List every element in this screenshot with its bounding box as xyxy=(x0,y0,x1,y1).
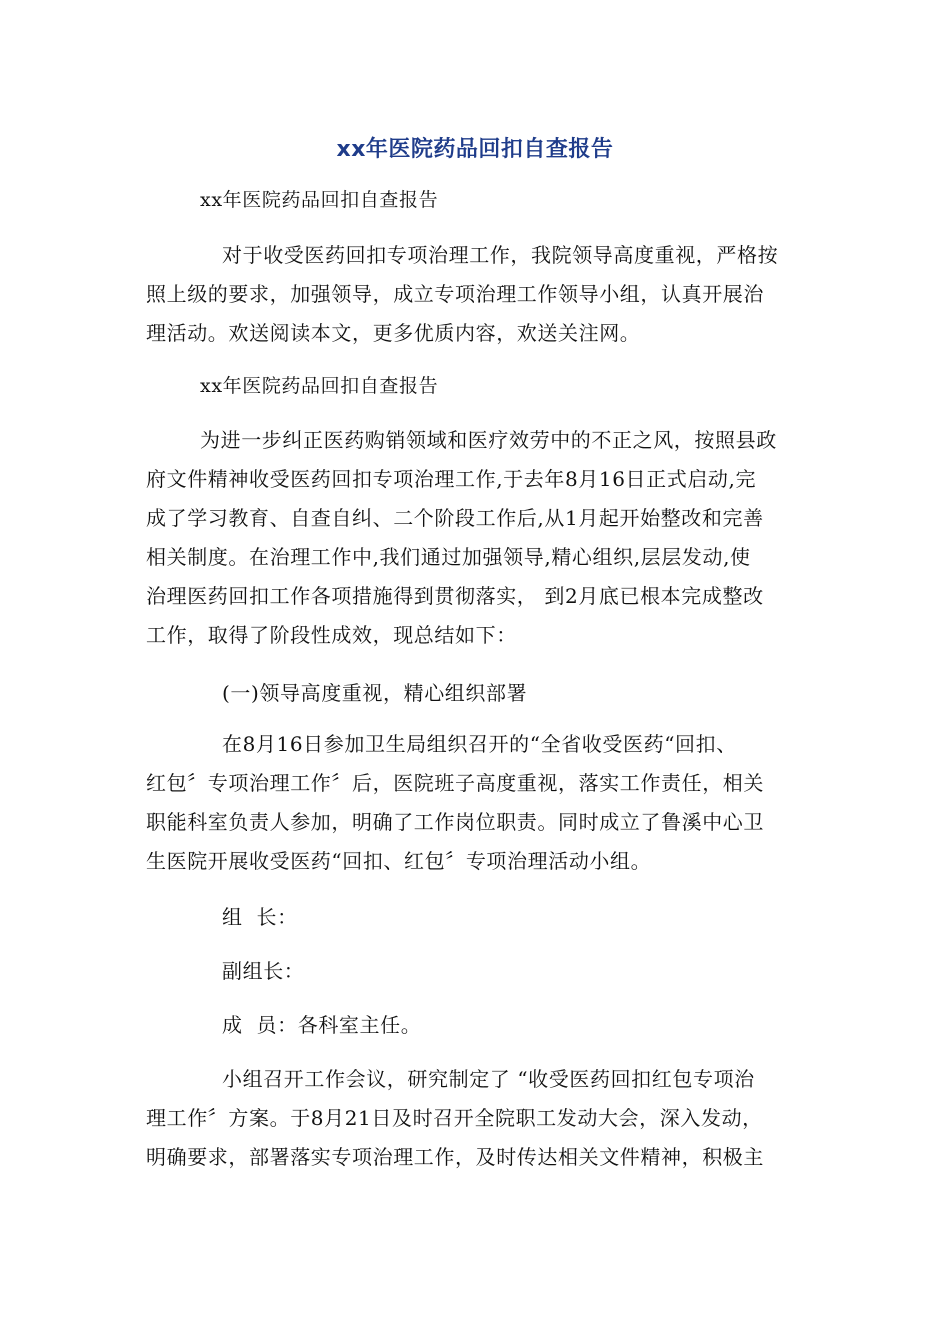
intro-line-3: 理活动。欢送阅读本文，更多优质内容，欢送关注网。 xyxy=(146,321,641,345)
document-title: xx年医院药品回扣自查报告 xyxy=(336,137,614,162)
intro-line-1: 对于收受医药回扣专项治理工作，我院领导高度重视，严格按 xyxy=(222,243,779,267)
para2-line-4: 相关制度。在治理工作中,我们通过加强领导,精心组织,层层发动,使 xyxy=(146,545,751,569)
para3-line-2: 红包〞专项治理工作〞后，医院班子高度重视，落实工作责任，相关 xyxy=(146,771,764,795)
paragraph-3 xyxy=(146,725,806,881)
para2-line-3: 成了学习教育、自查自纠、二个阶段工作后,从1月起开始整改和完善 xyxy=(146,506,764,530)
intro-paragraph xyxy=(146,236,806,353)
para4-line-2: 理工作〞方案。于8月21日及时召开全院职工发动大会，深入发动， xyxy=(146,1106,763,1130)
para4-line-3: 明确要求，部署落实专项治理工作，及时传达相关文件精神，积极主 xyxy=(146,1145,764,1169)
paragraph-2 xyxy=(146,421,806,655)
para2-line-2: 府文件精神收受医药回扣专项治理工作,于去年8月16日正式启动,完 xyxy=(146,467,757,491)
subtitle-1: xx年医院药品回扣自查报告 xyxy=(200,189,439,211)
para3-line-1: 在8月16日参加卫生局组织召开的“全省收受医药“回扣、 xyxy=(222,732,737,756)
para4-line-1: 小组召开工作会议，研究制定了 “收受医药回扣红包专项治 xyxy=(222,1067,755,1091)
role-members: 成 员：各科室主任。 xyxy=(222,1013,422,1037)
section-heading: (一)领导高度重视，精心组织部署 xyxy=(222,681,528,705)
para2-line-6: 工作，取得了阶段性成效，现总结如下： xyxy=(146,623,517,647)
para2-line-5: 治理医药回扣工作各项措施得到贯彻落实， 到2月底已根本完成整改 xyxy=(146,584,764,608)
intro-line-2: 照上级的要求，加强领导，成立专项治理工作领导小组，认真开展治 xyxy=(146,282,764,306)
paragraph-4 xyxy=(146,1060,806,1177)
para3-line-3: 职能科室负责人参加，明确了工作岗位职责。同时成立了鲁溪中心卫 xyxy=(146,810,764,834)
role-leader: 组 长： xyxy=(222,905,298,929)
para3-line-4: 生医院开展收受医药“回扣、红包〞专项治理活动小组。 xyxy=(146,849,652,873)
para2-line-1: 为进一步纠正医药购销领域和医疗效劳中的不正之风，按照县政 xyxy=(200,428,777,452)
role-deputy: 副组长： xyxy=(222,959,305,983)
subtitle-2: xx年医院药品回扣自查报告 xyxy=(200,375,439,397)
